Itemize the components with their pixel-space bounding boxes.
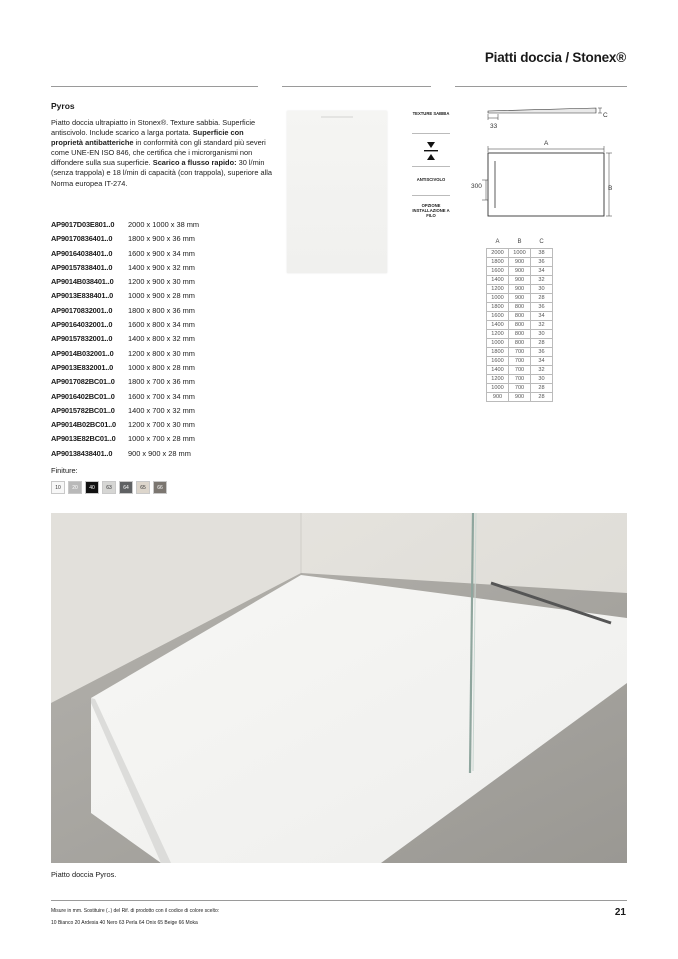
dimension-cell: 900: [509, 284, 531, 293]
finiture-swatches: [51, 481, 167, 494]
color-swatch: 20: [68, 481, 82, 494]
dim-a-label: A: [544, 140, 549, 147]
shower-photo: [51, 513, 627, 863]
antiscivolo-label: ANTISCIVOLO: [416, 177, 446, 182]
product-code-row: [51, 347, 199, 361]
dimension-row: [487, 257, 553, 266]
dimension-cell: 900: [509, 392, 531, 401]
col-c-header: C: [539, 239, 544, 246]
dimension-cell: 36: [531, 347, 553, 356]
icon-divider: [412, 166, 450, 167]
dimension-cell: 700: [509, 365, 531, 374]
desc-drain-text: 30 l/min (senza trappola) e 18 l/min di capacità (con trappola), superiore alla Norma europea IT-274.: [51, 158, 273, 188]
dimension-cell: 900: [487, 392, 509, 401]
product-size: 1800 x 900 x 36 mm: [128, 234, 195, 244]
product-code: AP9017D03E801..0: [51, 220, 115, 229]
dimension-cell: 32: [531, 275, 553, 284]
dimension-cell: 34: [531, 266, 553, 275]
drain-slot: [321, 116, 353, 118]
footer-note: Misure in mm. Sostituire (..) del Rif. di prodotto con il codice di colore scelto:: [51, 908, 220, 914]
thickness-icon: [422, 140, 440, 162]
dimension-cell: 34: [531, 356, 553, 365]
product-size: 1600 x 700 x 34 mm: [128, 391, 195, 401]
dimension-cell: 1400: [487, 320, 509, 329]
product-size: 900 x 900 x 28 mm: [128, 448, 191, 458]
product-code-row: [51, 304, 199, 318]
dimension-cell: 800: [509, 320, 531, 329]
col-a-header: A: [495, 239, 500, 246]
dimension-cell: 900: [509, 266, 531, 275]
dimension-row: [487, 275, 553, 284]
dimension-cell: 1800: [487, 257, 509, 266]
dimension-cell: 900: [509, 275, 531, 284]
product-code: AP90157832001..0: [51, 334, 113, 344]
dimension-row: [487, 302, 553, 311]
dimension-cell: 1800: [487, 347, 509, 356]
product-size: 1800 x 700 x 36 mm: [128, 377, 195, 387]
dimension-cell: 1200: [487, 374, 509, 383]
product-code: AP9013E838401..0: [51, 291, 114, 301]
dimension-cell: 1000: [509, 248, 531, 257]
dimension-cell: 800: [509, 302, 531, 311]
dimension-cell: 36: [531, 257, 553, 266]
dimension-cell: 700: [509, 356, 531, 365]
dimension-cell: 30: [531, 374, 553, 383]
product-code: AP9014B02BC01..0: [51, 420, 116, 430]
dimension-row: [487, 248, 553, 257]
product-size: 1600 x 800 x 34 mm: [128, 320, 195, 330]
product-size: 1200 x 800 x 30 mm: [128, 348, 195, 358]
desc-antibac-text: in conformità con gli standard più severi come UNE-EN ISO 846, che certifica che i microrganismi non diffondere sulla sua superficie.: [51, 138, 266, 168]
dimension-cell: 700: [509, 383, 531, 392]
product-code: AP9014B032001..0: [51, 348, 114, 358]
icon-divider: [412, 133, 450, 134]
color-swatch: 64: [119, 481, 133, 494]
dimension-row: [487, 284, 553, 293]
dimension-cell: 28: [531, 392, 553, 401]
desc-antibac-bold: Superficie con proprietà antibatteriche: [51, 128, 244, 148]
texture-sabbia-label: TEXTURE SABBIA: [412, 111, 450, 116]
product-size: 1600 x 900 x 34 mm: [128, 248, 195, 258]
antislip-feature: [410, 177, 452, 182]
dimension-cell: 1400: [487, 275, 509, 284]
col-b-header: B: [517, 239, 522, 246]
dimension-row: [487, 266, 553, 275]
technical-drawing: [466, 100, 626, 222]
dimension-row: [487, 374, 553, 383]
product-code-row: [51, 432, 199, 446]
dimension-cell: 900: [509, 257, 531, 266]
dimension-cell: 1600: [487, 311, 509, 320]
product-name: Pyros: [51, 101, 75, 111]
desc-intro: Piatto doccia ultrapiatto in Stonex®. Texture sabbia. Superficie antiscivolo. Include scarico a larga portata.: [51, 118, 256, 138]
dimension-cell: 1000: [487, 293, 509, 302]
product-code: AP90138438401..0: [51, 448, 113, 458]
color-swatch: 40: [85, 481, 99, 494]
color-swatch: 65: [136, 481, 150, 494]
dim-33-label: 33: [490, 123, 498, 130]
product-code-row: [51, 247, 199, 261]
dimension-cell: 28: [531, 338, 553, 347]
product-size: 1200 x 700 x 30 mm: [128, 420, 195, 430]
product-code-row: [51, 289, 199, 303]
product-size: 1400 x 700 x 32 mm: [128, 405, 195, 415]
product-top-view-image: [287, 111, 387, 273]
icon-divider: [412, 195, 450, 196]
product-code-row: [51, 447, 199, 461]
product-description-block: [51, 101, 271, 189]
product-code: AP90170832001..0: [51, 305, 113, 315]
dimension-cell: 2000: [487, 248, 509, 257]
dimension-row: [487, 329, 553, 338]
shower-scene: [51, 513, 627, 863]
product-size: 1400 x 900 x 32 mm: [128, 262, 195, 272]
dimension-row: [487, 383, 553, 392]
dimension-cell: 1400: [487, 365, 509, 374]
dimension-cell: 1000: [487, 383, 509, 392]
dimension-cell: 1200: [487, 284, 509, 293]
dimension-cell: 1200: [487, 329, 509, 338]
product-code: AP90164032001..0: [51, 320, 113, 330]
header-rule-right: [455, 86, 627, 87]
page-number: 21: [614, 907, 626, 918]
dimension-cell: 32: [531, 365, 553, 374]
dimension-cell: 700: [509, 374, 531, 383]
header-rule-mid: [282, 86, 431, 87]
product-code-row: [51, 390, 199, 404]
dimension-row: [487, 311, 553, 320]
dimension-row: [487, 356, 553, 365]
dimension-cell: 30: [531, 329, 553, 338]
product-code: AP9013E832001..0: [51, 362, 114, 372]
dim-b-label: B: [608, 185, 613, 192]
product-code-row: [51, 232, 199, 246]
product-code: AP9017082BC01..0: [51, 377, 115, 387]
footer-color-codes: 10 Bianco 20 Ardesia 40 Nero 63 Perla 64 Onix 65 Beige 66 Moka: [51, 920, 198, 926]
dimension-cell: 900: [509, 293, 531, 302]
color-swatch: 63: [102, 481, 116, 494]
dimension-cell: 30: [531, 284, 553, 293]
finiture-label: Finiture:: [51, 466, 78, 475]
product-size: 2000 x 1000 x 38 mm: [128, 220, 200, 229]
product-code-row: [51, 332, 199, 346]
desc-drain-bold: Scarico a flusso rapido:: [152, 158, 237, 168]
dimension-cell: 1600: [487, 266, 509, 275]
page-title: Piatti doccia / Stonex®: [484, 50, 626, 65]
product-code: AP9013E82BC01..0: [51, 434, 116, 444]
header-rule-left: [51, 86, 258, 87]
dimension-cell: 800: [509, 329, 531, 338]
product-size: 1000 x 700 x 28 mm: [128, 434, 195, 444]
product-size: 1200 x 900 x 30 mm: [128, 277, 195, 287]
dimension-cell: 800: [509, 311, 531, 320]
product-size: 1400 x 800 x 32 mm: [128, 334, 195, 344]
color-swatch: 66: [153, 481, 167, 494]
product-code-row: [51, 375, 199, 389]
dimension-table-header: [487, 237, 553, 248]
dimension-cell: 36: [531, 302, 553, 311]
dimension-cell: 34: [531, 311, 553, 320]
dimension-cell: 1000: [487, 338, 509, 347]
dimension-row: [487, 293, 553, 302]
product-code: AP9016402BC01..0: [51, 391, 115, 401]
product-code-row: [51, 318, 199, 332]
product-code: AP90157838401..0: [51, 262, 113, 272]
product-code-row: [51, 275, 199, 289]
product-code-row: [51, 261, 199, 275]
dimension-cell: 32: [531, 320, 553, 329]
dimension-cell: 28: [531, 383, 553, 392]
product-size: 1800 x 800 x 36 mm: [128, 305, 195, 315]
dimension-row: [487, 320, 553, 329]
dim-300-label: 300: [471, 183, 482, 190]
product-code-row: [51, 418, 199, 432]
dimension-row: [487, 365, 553, 374]
product-code-row: [51, 404, 199, 418]
dimension-cell: 800: [509, 338, 531, 347]
product-code: AP90170836401..0: [51, 234, 113, 244]
dimension-cell: 28: [531, 293, 553, 302]
dimension-table: [486, 237, 553, 402]
dimension-row: [487, 347, 553, 356]
product-codes-list: [51, 218, 199, 461]
texture-feature: [410, 111, 452, 116]
flush-install-feature: [410, 203, 452, 218]
dimension-row: [487, 338, 553, 347]
product-code: AP9014B038401..0: [51, 277, 114, 287]
footer-rule: [51, 900, 627, 901]
product-code-row: [51, 218, 199, 232]
dimension-cell: 38: [531, 248, 553, 257]
product-size: 1000 x 800 x 28 mm: [128, 362, 195, 372]
dimension-cell: 1600: [487, 356, 509, 365]
product-code-row: [51, 361, 199, 375]
photo-caption: Piatto doccia Pyros.: [51, 870, 117, 879]
product-code: AP9015782BC01..0: [51, 405, 115, 415]
dimension-cell: 700: [509, 347, 531, 356]
dim-c-label: C: [603, 112, 608, 119]
dimension-row: [487, 392, 553, 401]
dimension-cell: 1800: [487, 302, 509, 311]
installazione-a-filo-label: OPZIONE INSTALLAZIONE A FILO: [412, 203, 450, 218]
product-description: [51, 118, 276, 189]
color-swatch: 10: [51, 481, 65, 494]
product-size: 1000 x 900 x 28 mm: [128, 291, 195, 301]
product-code: AP90164038401..0: [51, 248, 113, 258]
